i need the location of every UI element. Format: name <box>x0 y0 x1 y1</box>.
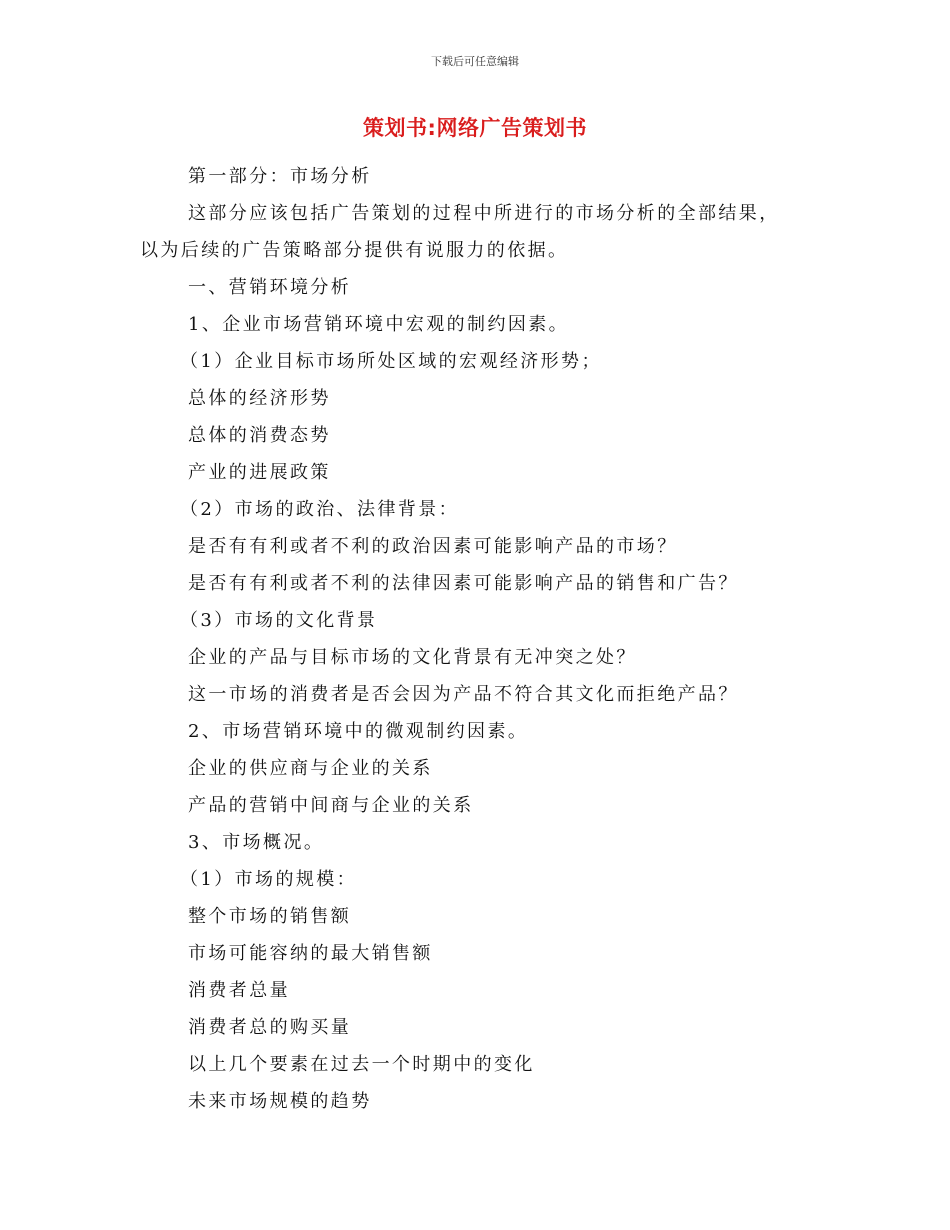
sub-item: （1）市场的规模： <box>180 869 358 890</box>
list-item: 是否有有利或者不利的政治因素可能影响产品的市场？ <box>188 536 678 557</box>
paragraph-line: 以为后续的广告策略部分提供有说服力的依据。 <box>140 240 569 261</box>
list-item: 产业的进展政策 <box>188 462 331 483</box>
list-item: 产品的营销中间商与企业的关系 <box>188 795 474 816</box>
list-item: 总体的消费态势 <box>188 425 331 446</box>
numbered-item: 1、企业市场营销环境中宏观的制约因素。 <box>188 314 570 335</box>
list-item: 消费者总的购买量 <box>188 1017 352 1038</box>
document-body <box>140 158 820 1120</box>
numbered-item: 3、市场概况。 <box>188 832 325 853</box>
list-item: 这一市场的消费者是否会因为产品不符合其文化而拒绝产品？ <box>188 684 739 705</box>
list-item: 企业的产品与目标市场的文化背景有无冲突之处？ <box>188 647 637 668</box>
list-item: 消费者总量 <box>188 980 290 1001</box>
numbered-item: 2、市场营销环境中的微观制约因素。 <box>188 721 529 742</box>
paragraph-line: 这部分应该包括广告策划的过程中所进行的市场分析的全部结果， <box>188 203 780 224</box>
header-note: 下载后可任意编辑 <box>431 55 519 68</box>
list-item: 企业的供应商与企业的关系 <box>188 758 433 779</box>
list-item: 市场可能容纳的最大销售额 <box>188 943 433 964</box>
section-heading: 第一部分：市场分析 <box>188 166 372 187</box>
list-item: 未来市场规模的趋势 <box>188 1091 372 1112</box>
subsection-heading: 一、营销环境分析 <box>188 277 352 298</box>
sub-item: （3）市场的文化背景 <box>180 610 378 631</box>
document-title: 策划书:网络广告策划书 <box>363 116 587 140</box>
list-item: 是否有有利或者不利的法律因素可能影响产品的销售和广告？ <box>188 573 739 594</box>
list-item: 总体的经济形势 <box>188 388 331 409</box>
list-item: 以上几个要素在过去一个时期中的变化 <box>188 1054 535 1075</box>
sub-item: （1）企业目标市场所处区域的宏观经济形势； <box>180 351 602 372</box>
sub-item: （2）市场的政治、法律背景： <box>180 499 460 520</box>
list-item: 整个市场的销售额 <box>188 906 352 927</box>
